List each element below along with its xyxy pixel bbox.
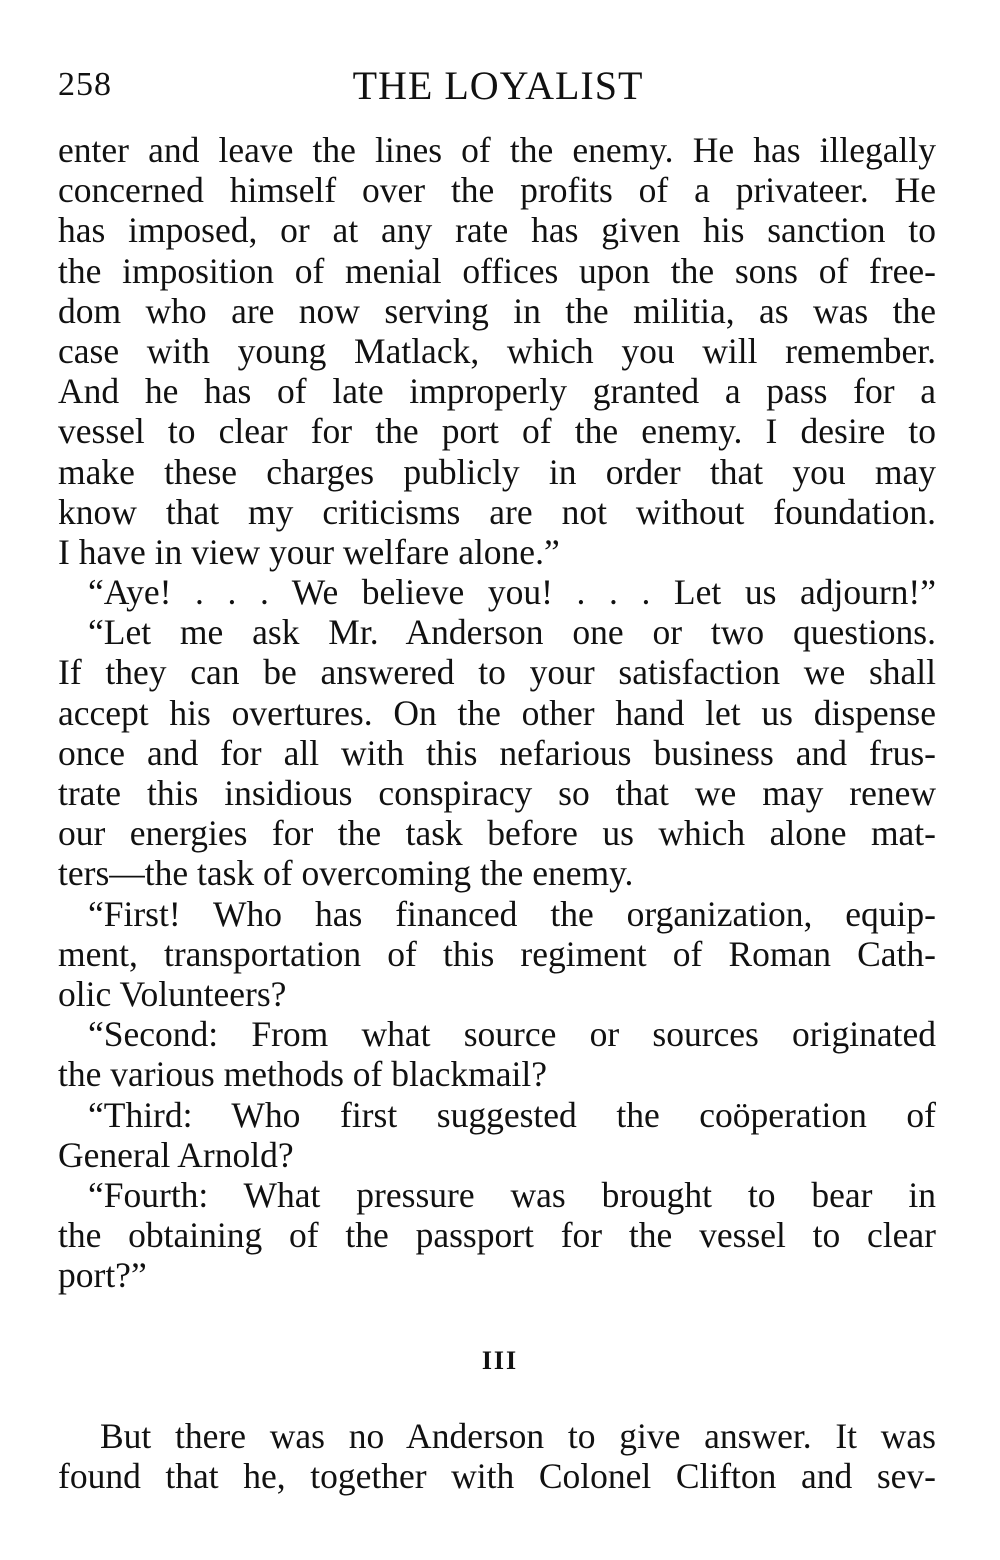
text-line: accept his overtures. On the other hand let us dispense <box>58 692 936 733</box>
text-line: make these charges publicly in order that you may <box>58 451 936 492</box>
text-line: found that he, together with Colonel Clifton and sev- <box>58 1456 936 1497</box>
text-line: “First! Who has financed the organization, equip- <box>88 893 936 934</box>
text-line: ters—the task of overcoming the enemy. <box>58 853 634 894</box>
closing-paragraph <box>58 1416 936 1496</box>
text-line: olic Volunteers? <box>58 973 287 1014</box>
running-title: THE LOYALIST <box>352 63 644 108</box>
text-line: know that my criticisms are not without foundation. <box>58 491 936 532</box>
text-line: the obtaining of the passport for the vessel to clear <box>58 1215 936 1256</box>
page-number: 258 <box>58 66 112 103</box>
text-line: the various methods of blackmail? <box>58 1054 547 1095</box>
text-line: If they can be answered to your satisfaction we shall <box>58 652 936 693</box>
text-line: port?” <box>58 1255 147 1296</box>
text-line: ment, transportation of this regiment of Roman Cath- <box>58 933 936 974</box>
page-header <box>58 62 938 112</box>
text-line: enter and leave the lines of the enemy. He has illegally <box>58 130 936 170</box>
text-line: “Let me ask Mr. Anderson one or two questions. <box>88 612 936 653</box>
text-line: vessel to clear for the port of the enemy. I desire to <box>58 411 936 452</box>
text-line: “Aye! . . . We believe you! . . . Let us adjourn!” <box>88 572 936 613</box>
text-line: “Fourth: What pressure was brought to bear in <box>88 1174 936 1215</box>
text-line: has imposed, or at any rate has given his sanction to <box>58 210 936 251</box>
text-line: “Second: From what source or sources originated <box>88 1014 936 1055</box>
text-line: I have in view your welfare alone.” <box>58 531 560 572</box>
text-line: once and for all with this nefarious business and frus- <box>58 732 936 773</box>
text-line: concerned himself over the profits of a privateer. He <box>58 170 936 211</box>
text-line: And he has of late improperly granted a pass for a <box>58 371 936 412</box>
text-line: case with young Matlack, which you will remember. <box>58 330 936 371</box>
text-line: our energies for the task before us which alone mat- <box>58 813 936 854</box>
text-line: But there was no Anderson to give answer. It was <box>100 1416 936 1456</box>
text-line: General Arnold? <box>58 1134 294 1175</box>
body-text <box>58 130 936 1295</box>
text-line: dom who are now serving in the militia, as was the <box>58 290 936 331</box>
text-line: “Third: Who first suggested the coöperation of <box>88 1094 936 1135</box>
text-line: trate this insidious conspiracy so that we may renew <box>58 773 936 813</box>
section-heading: III <box>481 1346 519 1375</box>
text-line: the imposition of menial offices upon the sons of free- <box>58 250 936 291</box>
